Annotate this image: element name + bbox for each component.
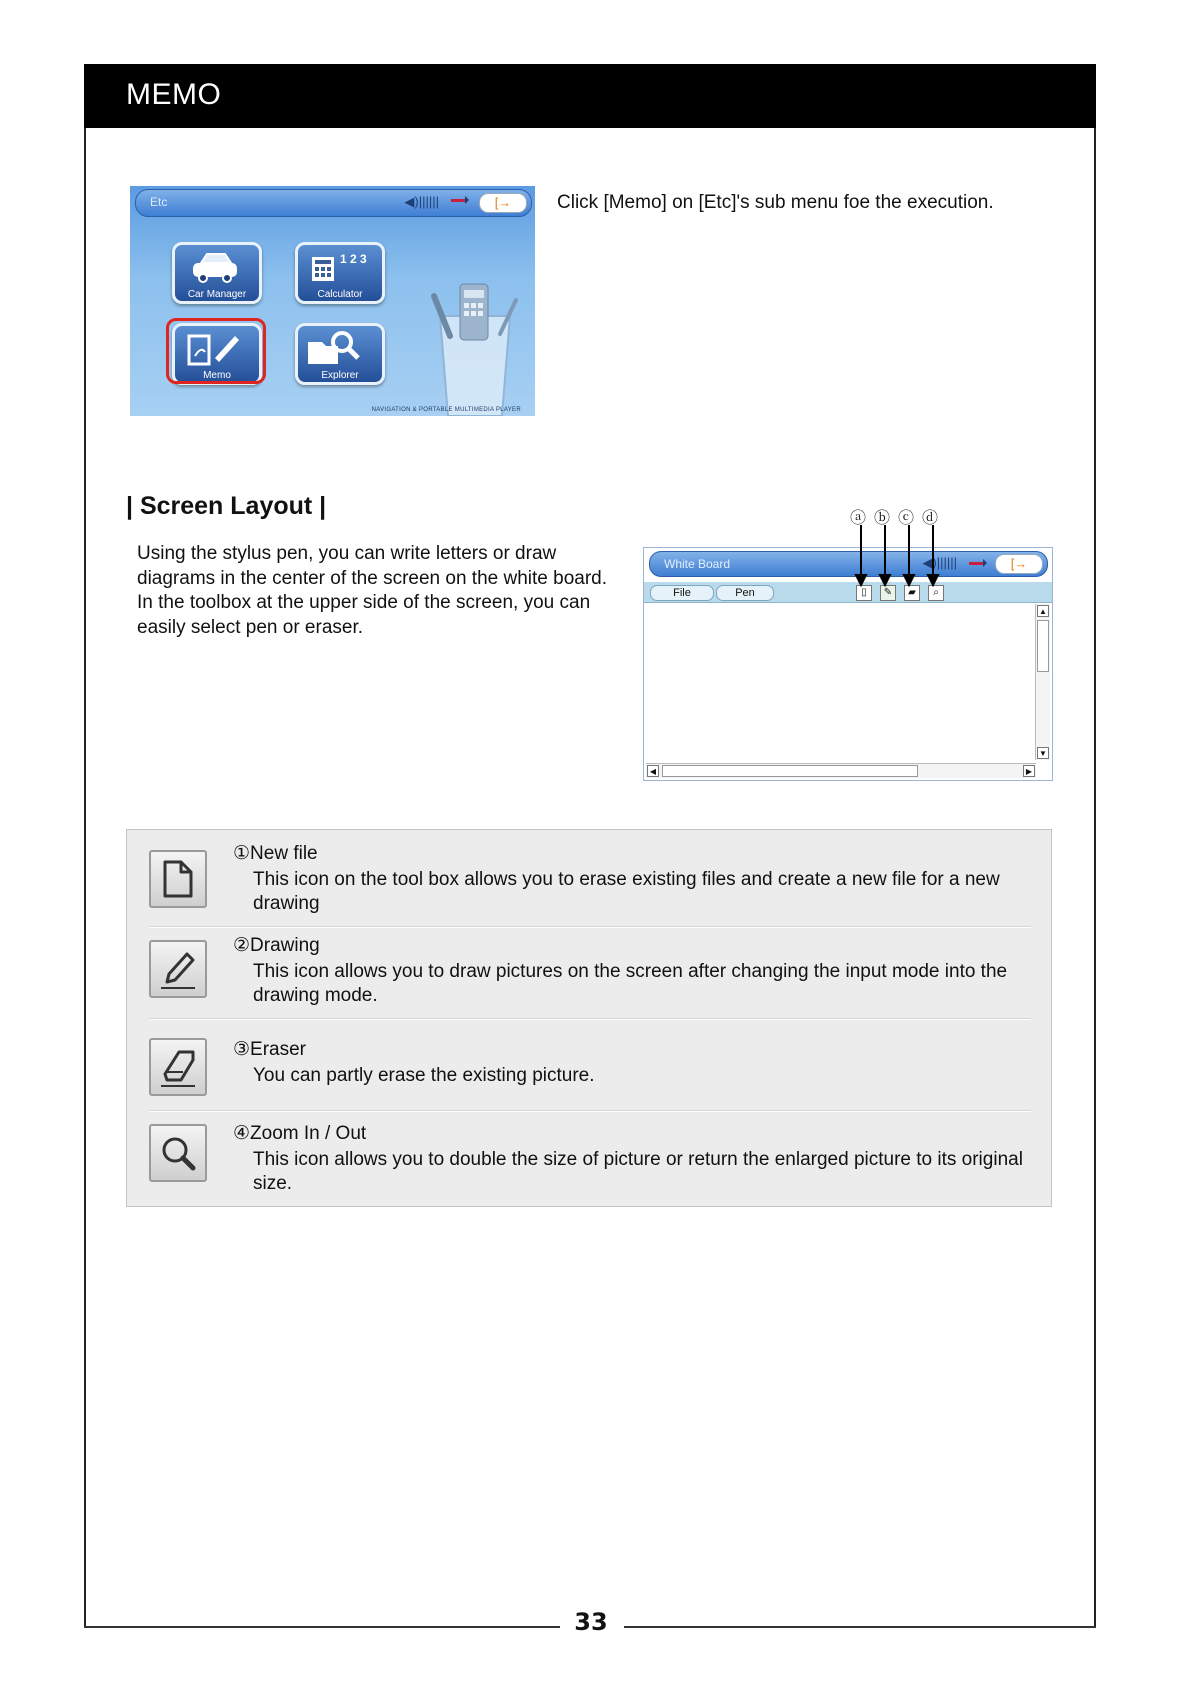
brand-text: NAVIGATION & PORTABLE MULTIMEDIA PLAYER xyxy=(371,407,521,413)
horizontal-scroll-thumb[interactable] xyxy=(662,765,918,777)
feature-description: This icon allows you to double the size of picture or return the enlarged picture to its original size. xyxy=(253,1149,1023,1194)
calculator-label: Calculator xyxy=(317,289,363,300)
memo-label: Memo xyxy=(203,370,231,381)
eraser-icon[interactable]: ▰ xyxy=(904,585,920,601)
new-file-icon[interactable]: ▯ xyxy=(856,585,872,601)
calculator-digits: 1 2 3 xyxy=(340,252,367,266)
callout-d: ⓓ xyxy=(922,510,939,527)
signal-icon xyxy=(969,558,987,568)
memo-highlight xyxy=(166,318,266,384)
feature-title: ③Eraser xyxy=(233,1039,306,1060)
feature-title: ②Drawing xyxy=(233,935,320,956)
calculator-button[interactable] xyxy=(295,242,385,304)
pen-icon xyxy=(149,940,207,998)
car-icon xyxy=(175,245,259,289)
etc-menu-screen xyxy=(130,186,535,416)
feature-title: ①New file xyxy=(233,843,318,864)
callout-b: ⓑ xyxy=(874,510,891,527)
feature-list xyxy=(126,829,1052,1207)
callout-labels xyxy=(850,505,950,525)
file-menu[interactable]: File xyxy=(650,585,714,601)
pen-menu[interactable]: Pen xyxy=(716,585,774,601)
section-heading: | Screen Layout | xyxy=(126,492,327,520)
page-header xyxy=(84,64,1096,128)
volume-icon: ◀)|||||| xyxy=(922,555,957,570)
divider xyxy=(149,1018,1031,1020)
scroll-left-arrow[interactable]: ◀ xyxy=(647,765,659,777)
scroll-up-arrow[interactable]: ▲ xyxy=(1037,605,1049,617)
car-manager-button[interactable] xyxy=(172,242,262,304)
feature-description: This icon allows you to draw pictures on the screen after changing the input mode into the drawing mode. xyxy=(253,961,1008,1006)
vertical-scroll-thumb[interactable] xyxy=(1037,620,1049,672)
whiteboard-title: White Board xyxy=(664,557,731,571)
callout-a: ⓐ xyxy=(850,510,867,527)
footer-rule-right xyxy=(624,1626,1096,1628)
page-title: MEMO xyxy=(126,78,222,111)
callout-c: ⓒ xyxy=(898,510,915,527)
zoom-icon xyxy=(149,1124,207,1182)
volume-icon: ◀)|||||| xyxy=(404,194,439,209)
exit-icon[interactable]: [→ xyxy=(995,554,1043,574)
pen-cup-illustration xyxy=(420,276,530,416)
etc-title-bar xyxy=(135,189,532,217)
instruction-text: Click [Memo] on [Etc]'s sub menu foe the execution. xyxy=(557,192,994,213)
feature-description: You can partly erase the existing picture. xyxy=(253,1065,595,1086)
scroll-down-arrow[interactable]: ▼ xyxy=(1037,747,1049,759)
callout-arrows xyxy=(840,525,950,587)
page-number: 33 xyxy=(574,1608,608,1636)
pen-icon[interactable]: ✎ xyxy=(880,585,896,601)
eraser-icon xyxy=(149,1038,207,1096)
etc-title: Etc xyxy=(150,195,168,209)
footer-rule-left xyxy=(84,1626,560,1628)
scroll-right-arrow[interactable]: ▶ xyxy=(1023,765,1035,777)
vertical-scrollbar[interactable] xyxy=(1035,604,1050,760)
feature-title: ④Zoom In / Out xyxy=(233,1123,367,1144)
car-manager-label: Car Manager xyxy=(187,289,247,300)
horizontal-scrollbar[interactable] xyxy=(646,763,1036,778)
feature-description: This icon on the tool box allows you to erase existing files and create a new file for a new drawing xyxy=(253,869,1000,914)
zoom-icon[interactable]: ⌕ xyxy=(928,585,944,601)
intro-paragraph: Using the stylus pen, you can write letters or draw diagrams in the center of the screen on the white board. In the toolbox at the upper side of the screen, you can easily select pen or eraser. xyxy=(137,543,607,638)
divider xyxy=(149,926,1031,928)
folder-magnifier-icon xyxy=(298,326,382,370)
explorer-button[interactable] xyxy=(295,323,385,385)
divider xyxy=(149,1110,1031,1112)
new-file-icon xyxy=(149,850,207,908)
signal-icon xyxy=(451,195,469,205)
explorer-label: Explorer xyxy=(321,370,359,381)
exit-icon[interactable]: [→ xyxy=(479,193,527,213)
